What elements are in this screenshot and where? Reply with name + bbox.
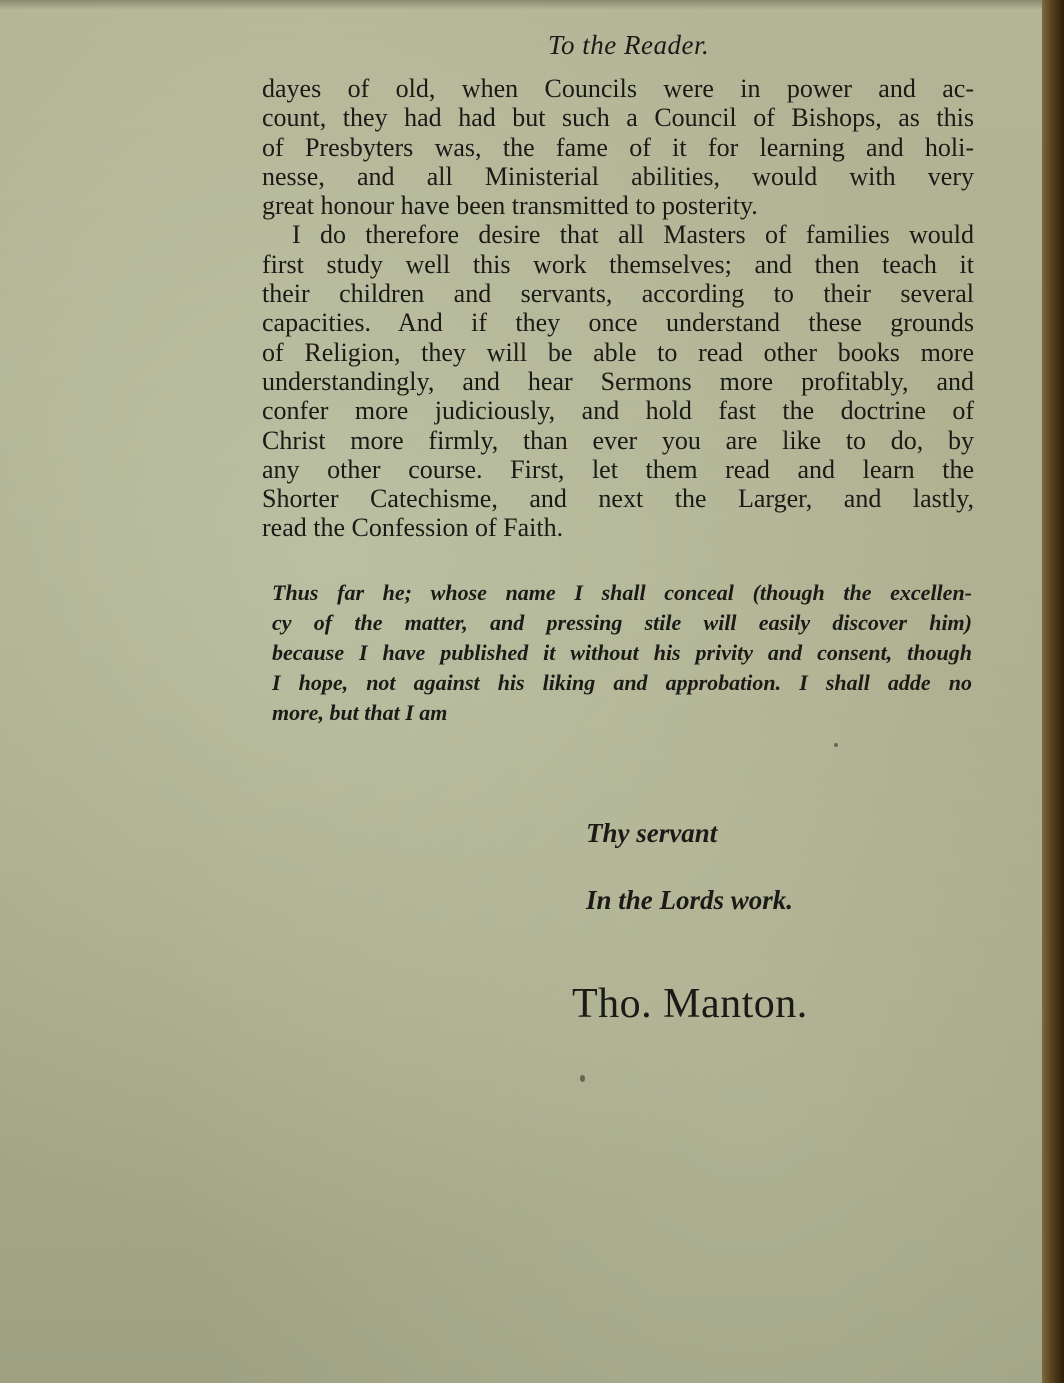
page-top-edge bbox=[0, 0, 1064, 10]
body-line: read the Confession of Faith. bbox=[262, 513, 564, 543]
body-line: count, they had had but such a Council of Bishops, as this bbox=[262, 103, 974, 133]
closing-salutation: Thy servant bbox=[586, 818, 718, 848]
italic-line: cy of the matter, and pressing stile will easily discover him) bbox=[272, 610, 972, 635]
ink-speck bbox=[834, 743, 838, 747]
body-line: their children and servants, according to their several bbox=[262, 279, 974, 309]
body-line: confer more judiciously, and hold fast the doctrine of bbox=[262, 396, 974, 426]
body-line: dayes of old, when Councils were in power and ac- bbox=[262, 74, 974, 103]
book-spine-edge bbox=[1042, 0, 1064, 1383]
body-line: nesse, and all Ministerial abilities, would with very bbox=[262, 161, 974, 191]
body-line: I do therefore desire that all Masters of families would bbox=[292, 220, 974, 250]
body-line: Christ more firmly, than ever you are like to do, by bbox=[262, 425, 974, 455]
closing-salutation-2: In the Lords work. bbox=[586, 885, 794, 915]
italic-note bbox=[272, 578, 972, 728]
body-paragraphs bbox=[262, 74, 974, 543]
running-head: To the Reader. bbox=[548, 30, 710, 60]
body-line: of Presbyters was, the fame of it for learning and holi- bbox=[262, 132, 974, 162]
body-line: first study well this work themselves; and then teach it bbox=[262, 249, 974, 279]
body-line: Shorter Catechisme, and next the Larger, and lastly, bbox=[262, 484, 974, 514]
italic-line: because I have published it without his privity and consent, though bbox=[272, 640, 972, 665]
author-signature: Tho. Manton. bbox=[572, 981, 808, 1027]
body-line: any other course. First, let them read and learn the bbox=[262, 454, 974, 484]
italic-line: more, but that I am bbox=[272, 700, 448, 725]
body-line: great honour have been transmitted to posterity. bbox=[262, 191, 758, 221]
ink-speck bbox=[580, 1075, 585, 1082]
body-line: of Religion, they will be able to read other books more bbox=[262, 337, 974, 367]
body-line: understandingly, and hear Sermons more profitably, and bbox=[262, 366, 974, 396]
italic-line: Thus far he; whose name I shall conceal (though the excellen- bbox=[272, 580, 972, 605]
italic-line: I hope, not against his liking and approbation. I shall adde no bbox=[272, 670, 972, 695]
body-line: capacities. And if they once understand these grounds bbox=[262, 308, 974, 338]
